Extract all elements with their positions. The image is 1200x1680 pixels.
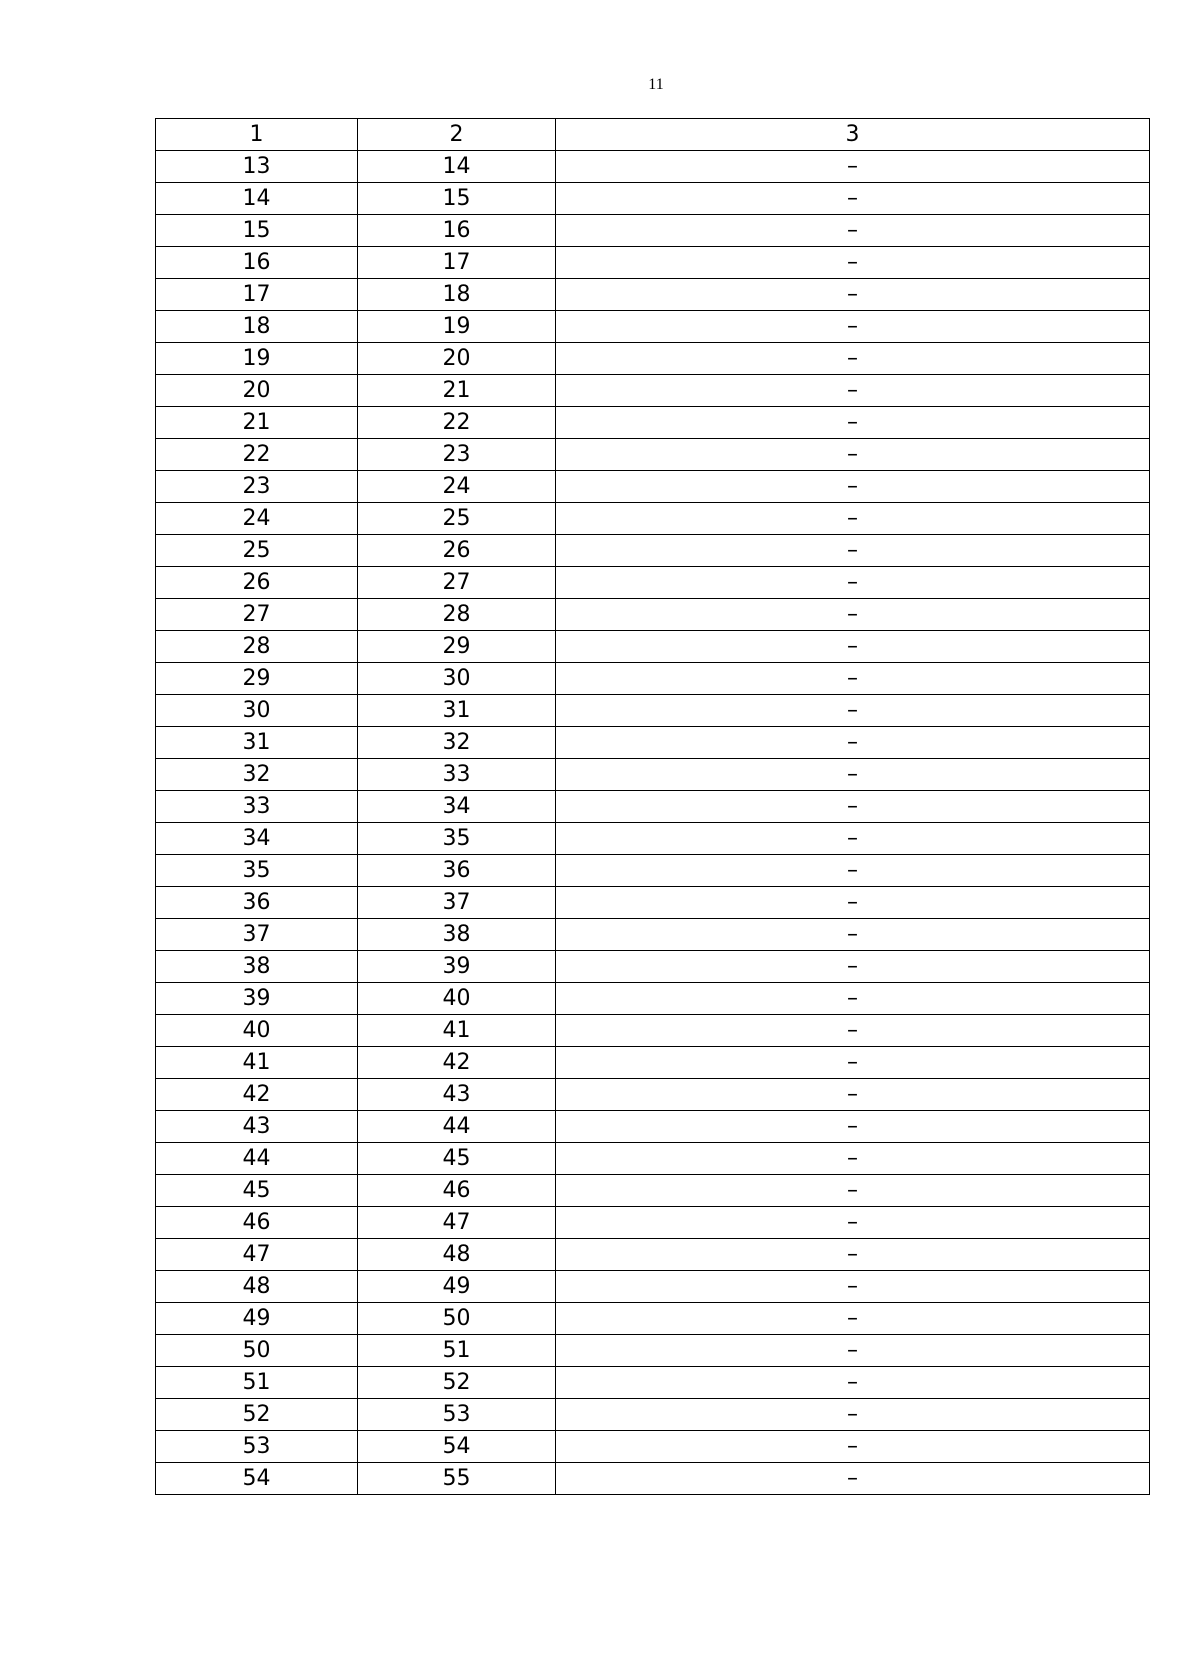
table-cell: 45 [156, 1175, 358, 1207]
table-cell: 32 [156, 759, 358, 791]
table-row [156, 535, 1150, 567]
table-cell: 52 [156, 1399, 358, 1431]
table-cell: 20 [156, 375, 358, 407]
table-cell: 25 [358, 503, 556, 535]
table-cell: 46 [156, 1207, 358, 1239]
table-cell: 24 [156, 503, 358, 535]
table-cell: 43 [156, 1111, 358, 1143]
table-cell: 33 [156, 791, 358, 823]
table-row [156, 663, 1150, 695]
table-cell: 28 [358, 599, 556, 631]
table-cell: 37 [156, 919, 358, 951]
table-cell: 50 [156, 1335, 358, 1367]
table-cell: 48 [156, 1271, 358, 1303]
table-row [156, 471, 1150, 503]
table-cell: 42 [156, 1079, 358, 1111]
table-cell-dash: – [556, 215, 1150, 247]
table-cell: 44 [156, 1143, 358, 1175]
page-number: 11 [648, 76, 664, 93]
table-cell: 40 [156, 1015, 358, 1047]
table-cell: 14 [358, 151, 556, 183]
table-cell: 28 [156, 631, 358, 663]
table-cell-dash: – [556, 887, 1150, 919]
table-cell: 54 [156, 1463, 358, 1495]
table-cell-dash: – [556, 919, 1150, 951]
table-row [156, 823, 1150, 855]
table-row [156, 375, 1150, 407]
table-cell: 17 [358, 247, 556, 279]
table-cell: 36 [358, 855, 556, 887]
table-cell-dash: – [556, 375, 1150, 407]
table-row [156, 887, 1150, 919]
table-cell: 23 [156, 471, 358, 503]
table-cell: 22 [156, 439, 358, 471]
table-cell: 49 [156, 1303, 358, 1335]
table-cell: 18 [156, 311, 358, 343]
table-cell-dash: – [556, 855, 1150, 887]
table-cell: 41 [156, 1047, 358, 1079]
table-row [156, 855, 1150, 887]
table-cell: 16 [358, 215, 556, 247]
table-row [156, 503, 1150, 535]
table-cell: 49 [358, 1271, 556, 1303]
table-cell-dash: – [556, 343, 1150, 375]
table-cell: 44 [358, 1111, 556, 1143]
table-cell-dash: – [556, 631, 1150, 663]
table-row [156, 1399, 1150, 1431]
table-row [156, 183, 1150, 215]
table-cell: 38 [156, 951, 358, 983]
table-cell-dash: – [556, 1143, 1150, 1175]
table-cell: 50 [358, 1303, 556, 1335]
table-row [156, 1047, 1150, 1079]
table-cell-dash: – [556, 663, 1150, 695]
table-cell: 35 [156, 855, 358, 887]
table-cell: 21 [156, 407, 358, 439]
table-cell-dash: – [556, 1239, 1150, 1271]
table-cell: 41 [358, 1015, 556, 1047]
table-row [156, 407, 1150, 439]
table-row [156, 279, 1150, 311]
table-cell-dash: – [556, 279, 1150, 311]
column-header: 1 [156, 119, 358, 151]
table-cell-dash: – [556, 983, 1150, 1015]
table-cell-dash: – [556, 695, 1150, 727]
table-cell: 42 [358, 1047, 556, 1079]
table-cell-dash: – [556, 759, 1150, 791]
table-cell-dash: – [556, 727, 1150, 759]
table-cell: 14 [156, 183, 358, 215]
table-row [156, 215, 1150, 247]
table-row [156, 951, 1150, 983]
table-row [156, 631, 1150, 663]
table-cell: 51 [358, 1335, 556, 1367]
table-row [156, 1015, 1150, 1047]
table-cell: 19 [156, 343, 358, 375]
table-cell: 17 [156, 279, 358, 311]
table-cell-dash: – [556, 1015, 1150, 1047]
table-cell-dash: – [556, 791, 1150, 823]
table-cell: 30 [358, 663, 556, 695]
table-row [156, 1335, 1150, 1367]
table-cell-dash: – [556, 1207, 1150, 1239]
table-cell: 34 [156, 823, 358, 855]
table-cell-dash: – [556, 311, 1150, 343]
table-cell: 38 [358, 919, 556, 951]
table-row [156, 247, 1150, 279]
table-cell-dash: – [556, 1335, 1150, 1367]
table-cell: 47 [156, 1239, 358, 1271]
table-cell: 20 [358, 343, 556, 375]
table-row [156, 1143, 1150, 1175]
column-header: 2 [358, 119, 556, 151]
table-row [156, 727, 1150, 759]
table-row [156, 695, 1150, 727]
table-cell-dash: – [556, 823, 1150, 855]
table-row [156, 567, 1150, 599]
table-cell: 31 [358, 695, 556, 727]
table-cell-dash: – [556, 1431, 1150, 1463]
table-cell-dash: – [556, 1399, 1150, 1431]
table-cell: 27 [358, 567, 556, 599]
table-row [156, 1463, 1150, 1495]
table-cell-dash: – [556, 1367, 1150, 1399]
table-cell-dash: – [556, 535, 1150, 567]
table-cell: 25 [156, 535, 358, 567]
table-cell-dash: – [556, 1463, 1150, 1495]
table-cell: 26 [358, 535, 556, 567]
table-row [156, 1303, 1150, 1335]
table-cell: 31 [156, 727, 358, 759]
table-cell-dash: – [556, 951, 1150, 983]
table-row [156, 1175, 1150, 1207]
table-cell: 54 [358, 1431, 556, 1463]
table-cell: 55 [358, 1463, 556, 1495]
table-cell: 51 [156, 1367, 358, 1399]
table-cell-dash: – [556, 1271, 1150, 1303]
table-cell: 22 [358, 407, 556, 439]
table-cell: 29 [358, 631, 556, 663]
table-row [156, 1207, 1150, 1239]
table-row [156, 599, 1150, 631]
table-cell: 48 [358, 1239, 556, 1271]
table-row [156, 343, 1150, 375]
table-cell: 15 [358, 183, 556, 215]
table-cell-dash: – [556, 247, 1150, 279]
table-row [156, 1111, 1150, 1143]
column-header: 3 [556, 119, 1150, 151]
table-cell-dash: – [556, 471, 1150, 503]
table-cell: 33 [358, 759, 556, 791]
table-row [156, 151, 1150, 183]
table-cell-dash: – [556, 439, 1150, 471]
table-row [156, 791, 1150, 823]
table-cell-dash: – [556, 503, 1150, 535]
data-table [155, 118, 1150, 1495]
table-row [156, 983, 1150, 1015]
table-cell-dash: – [556, 1175, 1150, 1207]
table-cell: 30 [156, 695, 358, 727]
table-cell: 39 [156, 983, 358, 1015]
table-cell: 21 [358, 375, 556, 407]
table-cell: 43 [358, 1079, 556, 1111]
table-row [156, 1239, 1150, 1271]
table-cell: 26 [156, 567, 358, 599]
table-cell: 36 [156, 887, 358, 919]
table-cell: 40 [358, 983, 556, 1015]
table-cell: 19 [358, 311, 556, 343]
table-cell: 18 [358, 279, 556, 311]
table-row [156, 919, 1150, 951]
table-row [156, 1271, 1150, 1303]
table-cell: 13 [156, 151, 358, 183]
table-cell: 34 [358, 791, 556, 823]
table-cell-dash: – [556, 599, 1150, 631]
table-cell-dash: – [556, 1047, 1150, 1079]
table-row [156, 1079, 1150, 1111]
table-cell: 27 [156, 599, 358, 631]
header-row [156, 119, 1150, 151]
table-cell: 39 [358, 951, 556, 983]
table-row [156, 439, 1150, 471]
table-cell: 53 [156, 1431, 358, 1463]
table-cell-dash: – [556, 407, 1150, 439]
table-row [156, 759, 1150, 791]
table-body [156, 119, 1150, 1495]
table-cell-dash: – [556, 151, 1150, 183]
table-cell-dash: – [556, 1111, 1150, 1143]
table-row [156, 311, 1150, 343]
table-cell: 53 [358, 1399, 556, 1431]
table-row [156, 1431, 1150, 1463]
table-cell: 37 [358, 887, 556, 919]
table-cell: 16 [156, 247, 358, 279]
table-cell: 15 [156, 215, 358, 247]
table-cell: 24 [358, 471, 556, 503]
table-cell: 45 [358, 1143, 556, 1175]
table-cell: 47 [358, 1207, 556, 1239]
table-cell: 32 [358, 727, 556, 759]
table-cell: 23 [358, 439, 556, 471]
table-cell: 35 [358, 823, 556, 855]
table-cell-dash: – [556, 567, 1150, 599]
table-cell-dash: – [556, 1079, 1150, 1111]
table-cell-dash: – [556, 183, 1150, 215]
table-cell: 46 [358, 1175, 556, 1207]
table-cell: 52 [358, 1367, 556, 1399]
table-cell: 29 [156, 663, 358, 695]
table-row [156, 1367, 1150, 1399]
table-cell-dash: – [556, 1303, 1150, 1335]
